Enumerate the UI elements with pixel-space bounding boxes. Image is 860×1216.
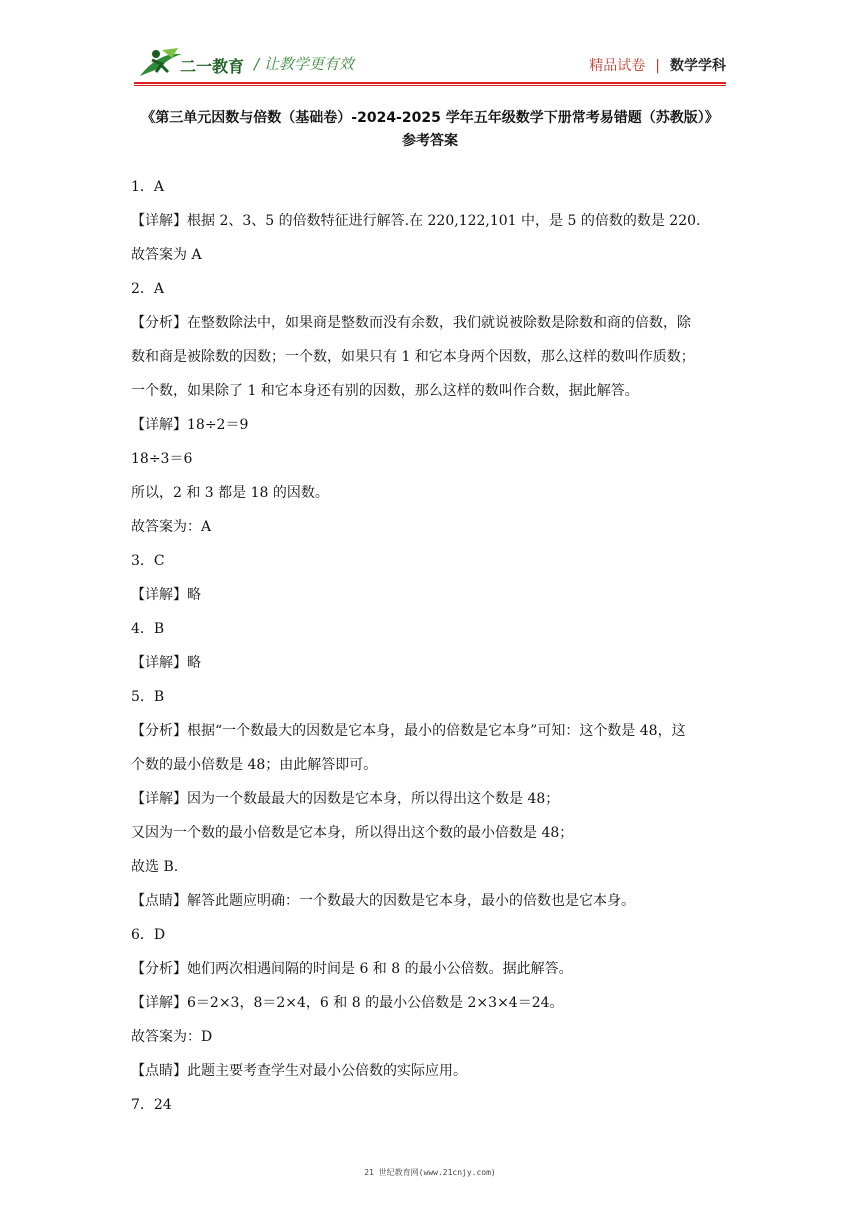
answer-line: 故答案为：D [131, 1029, 213, 1045]
answer-line: 一个数，如果除了 1 和它本身还有别的因数，那么这样的数叫作合数，据此解答。 [131, 383, 639, 399]
answer-line: 数和商是被除数的因数；一个数，如果只有 1 和它本身两个因数，那么这样的数叫作质数； [131, 349, 695, 365]
answer-content [131, 176, 731, 1128]
answer-line: 1．A [131, 179, 165, 195]
answer-line: 18÷3＝6 [131, 451, 193, 467]
answer-line: 故答案为：A [131, 519, 212, 535]
answer-line: 【详解】因为一个数最最大的因数是它本身，所以得出这个数是 48； [131, 791, 560, 807]
answer-line: 2．A [131, 281, 165, 297]
answer-line: 5．B [131, 689, 165, 705]
document-subtitle: 参考答案 [402, 133, 458, 149]
answer-line: 6．D [131, 927, 166, 943]
document-title: 《第三单元因数与倍数（基础卷）-2024-2025 学年五年级数学下册常考易错题（苏教版）》 [141, 110, 719, 126]
brand-name: 二一教育 [180, 57, 245, 76]
answer-line: 故答案为 A [131, 247, 202, 263]
premium-label: 精品试卷 [589, 58, 646, 74]
answer-line: 4．B [131, 621, 165, 637]
header-divider-thin [134, 85, 726, 86]
answer-line: 【分析】她们两次相遇间隔的时间是 6 和 8 的最小公倍数。据此解答。 [131, 961, 573, 977]
answer-line: 【详解】18÷2＝9 [131, 417, 249, 433]
answer-line: 7．24 [131, 1097, 172, 1113]
brand-logo [138, 46, 258, 80]
answer-line: 又因为一个数的最小倍数是它本身，所以得出这个数的最小倍数是 48； [131, 825, 574, 841]
answer-line: 所以，2 和 3 都是 18 的因数。 [131, 485, 329, 501]
page-header [0, 0, 860, 100]
answer-line: 个数的最小倍数是 48；由此解答即可。 [131, 757, 378, 773]
answer-line: 【分析】在整数除法中，如果商是整数而没有余数，我们就说被除数是除数和商的倍数，除 [131, 315, 691, 331]
answer-line: 【详解】略 [131, 587, 201, 603]
answer-line: 【详解】6＝2×3，8＝2×4，6 和 8 的最小公倍数是 2×3×4＝24。 [131, 995, 564, 1011]
answer-line: 【点睛】此题主要考查学生对最小公倍数的实际应用。 [131, 1063, 467, 1079]
answer-line: 3．C [131, 553, 165, 569]
answer-line: 【详解】根据 2、3、5 的倍数特征进行解答.在 220,122,101 中，是 5 的倍数的数是 220. [131, 213, 701, 229]
slogan: / 让教学更有效 [254, 55, 354, 73]
answer-line: 【详解】略 [131, 655, 201, 671]
subject-label: 数学学科 [670, 58, 726, 74]
answer-line: 【点睛】解答此题应明确：一个数最大的因数是它本身，最小的倍数也是它本身。 [131, 893, 635, 909]
answer-line: 故选 B. [131, 859, 179, 875]
header-divider [134, 82, 726, 84]
page-footer: 21 世纪教育网(www.21cnjy.com) [364, 1168, 496, 1177]
header-separator: | [655, 58, 660, 74]
header-right [589, 55, 726, 75]
answer-line: 【分析】根据“一个数最大的因数是它本身，最小的倍数是它本身”可知：这个数是 48，这 [131, 723, 686, 739]
